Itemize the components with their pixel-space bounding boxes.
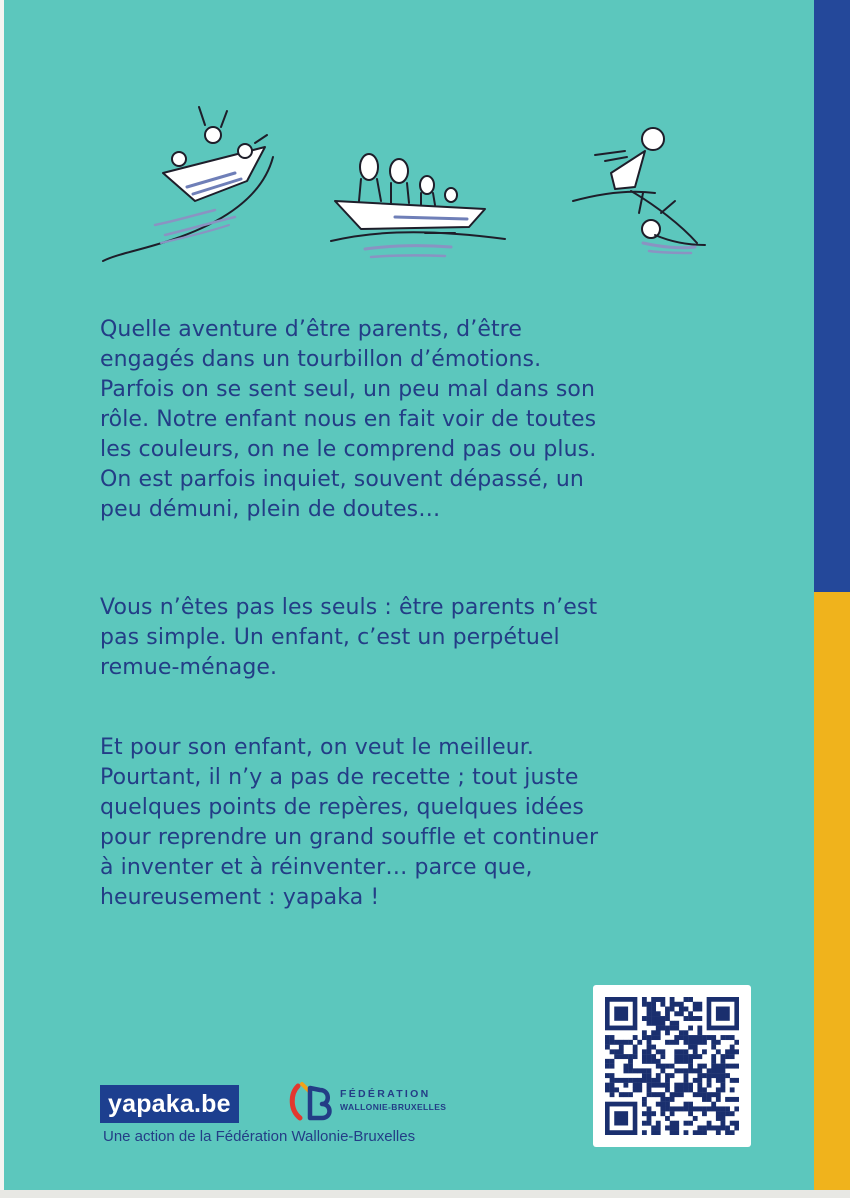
footer-tagline: Une action de la Fédération Wallonie-Bruxelles [103, 1128, 416, 1145]
spine-blue-band [814, 0, 850, 592]
federation-name: FÉDÉRATION [340, 1088, 431, 1100]
text-line: pas simple. Un enfant, c’est un perpétuel [100, 625, 560, 650]
paragraph-intro [100, 315, 720, 525]
text-line: Pourtant, il n’y a pas de recette ; tout juste [100, 765, 579, 790]
text-line: à inventer et à réinventer… parce que, [100, 855, 533, 880]
federation-logo-mark [288, 1080, 336, 1124]
text-line: remue-ménage. [100, 655, 278, 680]
text-line: peu démuni, plein de doutes… [100, 497, 441, 522]
paragraph-conclusion [100, 733, 720, 913]
text-line: quelques points de repères, quelques idées [100, 795, 584, 820]
text-line: pour reprendre un grand souffle et continuer [100, 825, 599, 850]
text-line: On est parfois inquiet, souvent dépassé, un [100, 467, 584, 492]
paragraph-not-alone [100, 593, 720, 683]
page-edge [0, 1190, 850, 1198]
federation-region: WALLONIE-BRUXELLES [340, 1102, 447, 1112]
text-line: Parfois on se sent seul, un peu mal dans son [100, 377, 596, 402]
text-line: engagés dans un tourbillon d’émotions. [100, 347, 542, 372]
text-line: les couleurs, on ne le comprend pas ou plus. [100, 437, 597, 462]
qr-code [605, 997, 739, 1135]
text-line: Vous n’êtes pas les seuls : être parents n’est [100, 595, 598, 620]
text-line: Quelle aventure d’être parents, d’être [100, 317, 522, 342]
federation-logo [288, 1080, 448, 1124]
text-line: rôle. Notre enfant nous en fait voir de toutes [100, 407, 597, 432]
text-line: heureusement : yapaka ! [100, 885, 380, 910]
qr-code-card[interactable] [593, 985, 751, 1147]
spine-yellow-band [814, 592, 850, 1190]
text-line: Et pour son enfant, on veut le meilleur. [100, 735, 534, 760]
yapaka-logo[interactable]: yapaka.be [100, 1085, 239, 1123]
boat-illustration [95, 95, 735, 280]
